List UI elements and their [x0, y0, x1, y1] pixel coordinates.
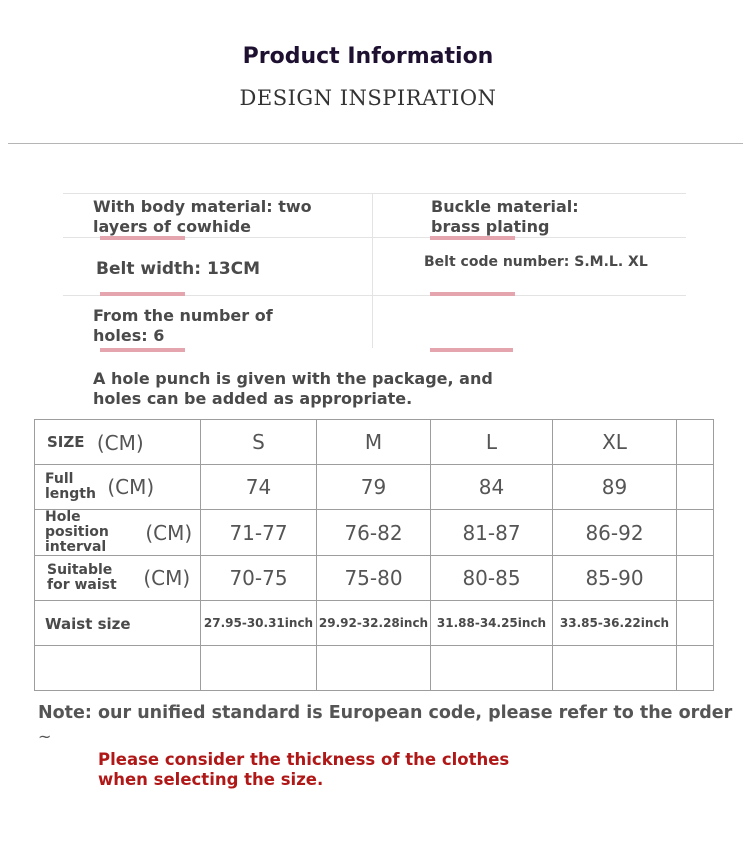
size-header-label: SIZE [47, 433, 85, 452]
table-cell: 31.88-34.25inch [431, 601, 553, 646]
standard-note: Note: our unified standard is European code, please refer to the order [38, 703, 733, 723]
table-cell: 75-80 [317, 556, 431, 601]
row-unit: (CM) [143, 566, 191, 590]
size-column-header: S [201, 420, 317, 465]
empty-cell [201, 646, 317, 691]
table-row-empty [35, 646, 714, 691]
table-cell: 71-77 [201, 510, 317, 556]
table-cell: 74 [201, 465, 317, 510]
size-header-unit: (CM) [96, 430, 144, 455]
empty-cell [677, 465, 714, 510]
page-title: Product Information [242, 44, 494, 69]
standard-note-tilde: ~ [38, 727, 52, 746]
row-label: Waist size [45, 615, 131, 633]
row-unit: (CM) [107, 475, 155, 499]
table-cell: 33.85-36.22inch [553, 601, 677, 646]
empty-cell [317, 646, 431, 691]
grid-line-vertical [372, 193, 373, 348]
table-cell: 70-75 [201, 556, 317, 601]
empty-cell [677, 510, 714, 556]
table-row [35, 510, 714, 556]
size-column-header: L [431, 420, 553, 465]
holes-text: From the number of holes: 6 [93, 306, 273, 345]
empty-cell [553, 646, 677, 691]
header-divider [8, 143, 743, 144]
accent-bar [430, 236, 515, 240]
accent-bar [430, 292, 515, 296]
belt-width-text: Belt width: 13CM [96, 259, 261, 279]
accent-bar [100, 292, 185, 296]
table-header-row [35, 420, 714, 465]
row-label-cell [35, 465, 201, 510]
table-cell: 89 [553, 465, 677, 510]
table-cell: 81-87 [431, 510, 553, 556]
size-warning: Please consider the thickness of the clothes when selecting the size. [98, 750, 510, 789]
empty-cell [35, 646, 201, 691]
table-cell: 80-85 [431, 556, 553, 601]
accent-bar [100, 348, 185, 352]
empty-cell [677, 420, 714, 465]
table-cell: 27.95-30.31inch [201, 601, 317, 646]
table-cell: 84 [431, 465, 553, 510]
size-column-header: XL [553, 420, 677, 465]
row-label-cell [35, 556, 201, 601]
table-row [35, 556, 714, 601]
hole-punch-note: A hole punch is given with the package, and holes can be added as appropriate. [93, 369, 493, 408]
page-subtitle: DESIGN INSPIRATION [239, 86, 497, 110]
table-cell: 85-90 [553, 556, 677, 601]
body-material-text: With body material: two layers of cowhide [93, 197, 312, 236]
belt-code-text: Belt code number: S.M.L. XL [424, 254, 648, 270]
table-cell: 29.92-32.28inch [317, 601, 431, 646]
row-label: Full length [45, 471, 96, 502]
empty-cell [677, 601, 714, 646]
grid-line-top [63, 193, 686, 194]
empty-cell [431, 646, 553, 691]
size-column-header: M [317, 420, 431, 465]
buckle-material-text: Buckle material: brass plating [431, 197, 579, 236]
row-unit: (CM) [145, 520, 193, 545]
table-cell: 76-82 [317, 510, 431, 556]
empty-cell [677, 556, 714, 601]
empty-cell [677, 646, 714, 691]
row-label: Hole position interval [45, 509, 109, 555]
accent-bar [100, 236, 185, 240]
table-cell: 79 [317, 465, 431, 510]
size-table [34, 419, 714, 691]
size-header-cell [35, 420, 201, 465]
accent-bar [430, 348, 513, 352]
row-label: Suitable for waist [47, 562, 117, 593]
table-row [35, 601, 714, 646]
table-cell: 86-92 [553, 510, 677, 556]
row-label-cell [35, 601, 201, 646]
table-row [35, 465, 714, 510]
row-label-cell [35, 510, 201, 556]
